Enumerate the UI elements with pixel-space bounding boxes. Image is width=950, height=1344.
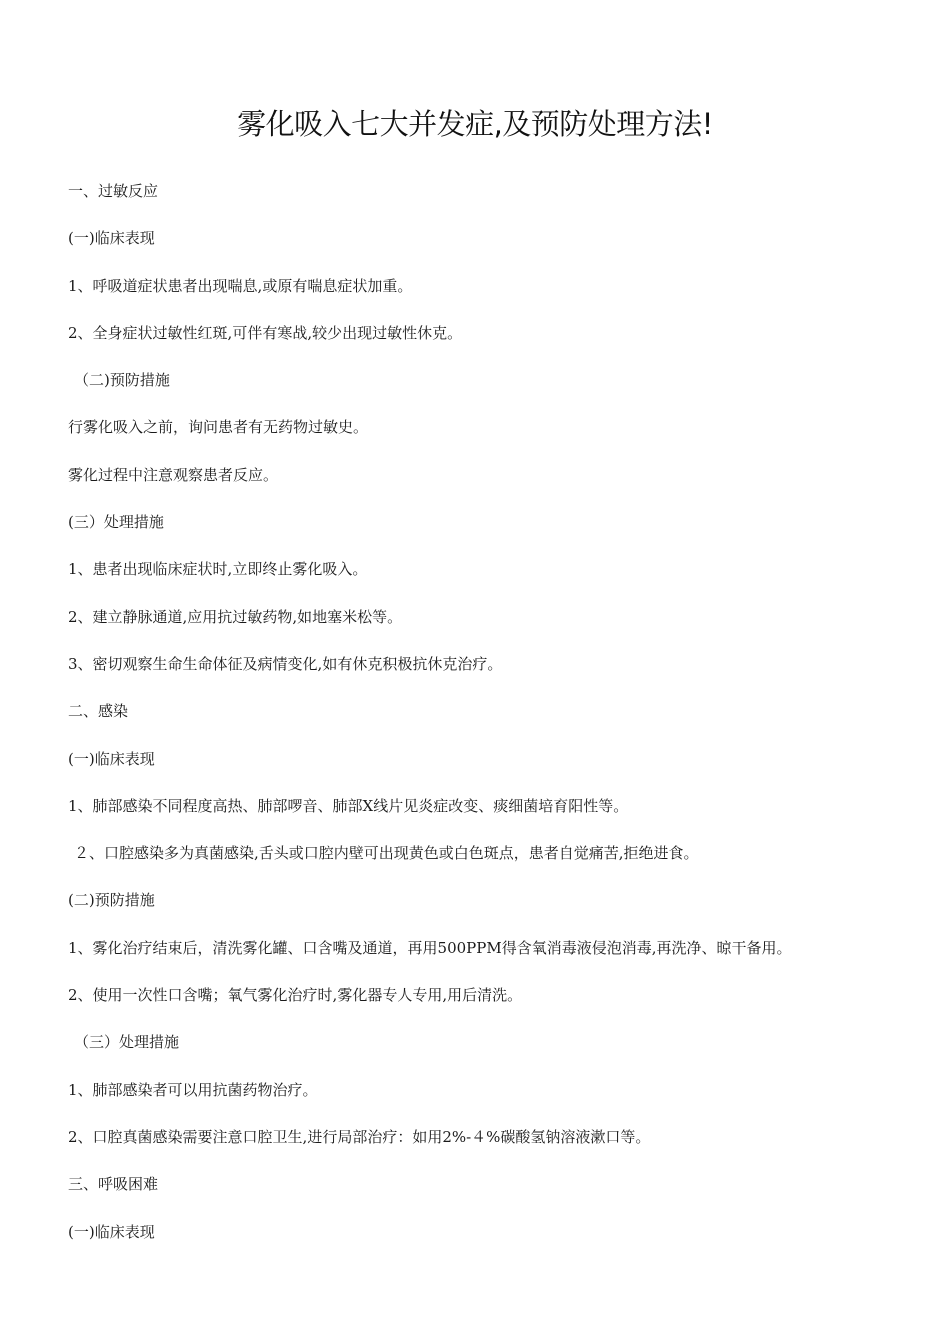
subsection-heading: (二)预防措施 xyxy=(68,891,155,910)
paragraph: 雾化过程中注意观察患者反应。 xyxy=(68,465,279,484)
paragraph: 1、呼吸道症状患者出现喘息,或原有喘息症状加重。 xyxy=(68,276,413,295)
subsection-heading: (一)临床表现 xyxy=(68,1222,155,1241)
section-heading-dyspnea: 三、呼吸困难 xyxy=(68,1175,159,1194)
paragraph: 2、建立静脉通道,应用抗过敏药物,如地塞米松等。 xyxy=(68,607,403,626)
paragraph: ２、口腔感染多为真菌感染,舌头或口腔内壁可出现黄色或白色斑点，患者自觉痛苦,拒绝进食。 xyxy=(74,844,699,863)
paragraph: 2、口腔真菌感染需要注意口腔卫生,进行局部治疗：如用2%-４%碳酸氢钠溶液漱口等。 xyxy=(68,1127,651,1146)
subsection-heading: （二)预防措施 xyxy=(74,371,170,390)
paragraph: 1、雾化治疗结束后，清洗雾化罐、口含嘴及通道，再用500PPM得含氧消毒液侵泡消毒,再洗净、晾干备用。 xyxy=(68,938,792,957)
section-heading-infection: 二、感染 xyxy=(68,702,129,721)
paragraph: 2、全身症状过敏性红斑,可伴有寒战,较少出现过敏性休克。 xyxy=(68,323,463,342)
subsection-heading: (三）处理措施 xyxy=(68,513,164,532)
paragraph: 1、肺部感染不同程度高热、肺部啰音、肺部X线片见炎症改变、痰细菌培育阳性等。 xyxy=(68,796,629,815)
subsection-heading: （三）处理措施 xyxy=(74,1033,180,1052)
subsection-heading: (一)临床表现 xyxy=(68,229,155,248)
document-title: 雾化吸入七大并发症,及预防处理方法! xyxy=(237,107,713,141)
paragraph: 行雾化吸入之前，询问患者有无药物过敏史。 xyxy=(68,418,369,437)
paragraph: 3、密切观察生命生命体征及病情变化,如有休克积极抗休克治疗。 xyxy=(68,654,503,673)
document-body xyxy=(68,168,928,1256)
paragraph: 1、肺部感染者可以用抗菌药物治疗。 xyxy=(68,1080,318,1099)
subsection-heading: (一)临床表现 xyxy=(68,749,155,768)
section-heading-allergy: 一、过敏反应 xyxy=(68,182,159,200)
paragraph: 2、使用一次性口含嘴；氧气雾化治疗时,雾化器专人专用,用后清洗。 xyxy=(68,986,523,1005)
paragraph: 1、患者出现临床症状时,立即终止雾化吸入。 xyxy=(68,560,368,579)
